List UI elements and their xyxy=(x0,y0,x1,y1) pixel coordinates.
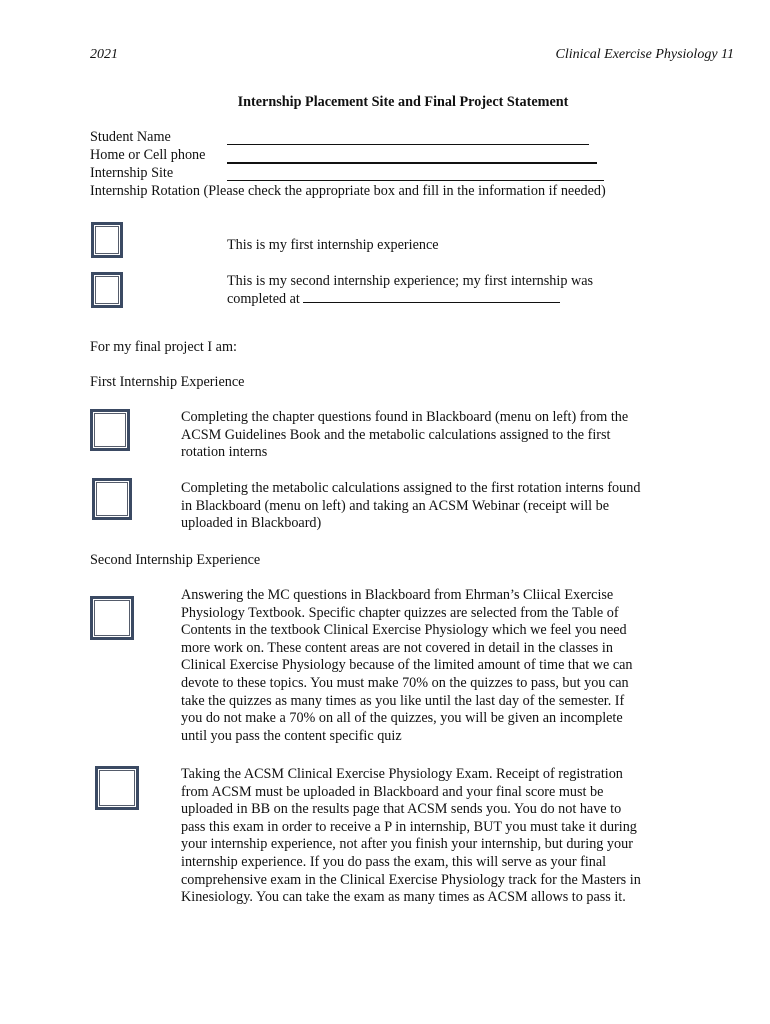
internship-site-label: Internship Site xyxy=(90,165,174,181)
second-internship-option-label: This is my second internship experience; my first internship was xyxy=(227,273,594,289)
completed-at-label: completed at xyxy=(227,291,300,307)
first-project-option2-text: Completing the metabolic calculations assigned to the first rotation interns found in Blackboard (menu on left) and taking an ACSM Webinar (receipt will be uploaded in Blackboard) xyxy=(181,480,641,532)
student-name-field[interactable] xyxy=(227,144,589,145)
header-course-title: Clinical Exercise Physiology 11 xyxy=(555,47,734,62)
first-project-option2-checkbox[interactable] xyxy=(92,478,132,520)
second-internship-checkbox[interactable] xyxy=(91,272,123,308)
header-year: 2021 xyxy=(90,47,118,62)
second-project-option1-text: Answering the MC questions in Blackboard from Ehrman’s Cliical Exercise Physiology Textbook. Specific chapter quizzes are selected from the Table of Contents in the textbook Clinical Exercise Physiology which we feel you need more work on. These content areas are not covered in detail in the classes in Clinical Exercise Physiology because of the limited amount of time that we can devote to these topics. You must make 70% on the quizzes to pass, but you can take the quizzes as many times as you like until the last day of the semester. If you do not make a 70% on all of the quizzes, you will be given an incomplete until you pass the content specific quiz xyxy=(181,587,633,744)
internship-site-field[interactable] xyxy=(227,180,604,181)
first-internship-option-label: This is my first internship experience xyxy=(227,237,439,253)
completed-at-field[interactable] xyxy=(303,290,560,303)
second-project-option2-text: Taking the ACSM Clinical Exercise Physiology Exam. Receipt of registration from ACSM must be uploaded in Blackboard and your final score must be uploaded in BB on the results page that ACSM sends you. You do not have to pass this exam in order to receive a P in internship, BUT you must take it during your internship experience, not after you finish your internship, but during your internship experience. If you do pass the exam, this will serve as your final comprehensive exam in the Clinical Exercise Physiology track for the Masters in Kinesiology. You can take the exam as many times as ACSM allows to pass it. xyxy=(181,766,641,906)
second-project-option1-checkbox[interactable] xyxy=(90,596,134,640)
final-project-intro: For my final project I am: xyxy=(90,339,237,355)
second-project-option2-checkbox[interactable] xyxy=(95,766,139,810)
first-internship-checkbox[interactable] xyxy=(91,222,123,258)
phone-label: Home or Cell phone xyxy=(90,147,206,163)
student-name-label: Student Name xyxy=(90,129,171,145)
completed-at-row xyxy=(227,290,560,309)
phone-field[interactable] xyxy=(227,162,597,164)
second-internship-heading: Second Internship Experience xyxy=(90,552,261,568)
document-title: Internship Placement Site and Final Project Statement xyxy=(237,94,569,110)
first-internship-heading: First Internship Experience xyxy=(90,374,245,390)
first-project-option1-checkbox[interactable] xyxy=(90,409,130,451)
first-project-option1-text: Completing the chapter questions found in Blackboard (menu on left) from the ACSM Guidelines Book and the metabolic calculations assigned to the first rotation interns xyxy=(181,409,629,461)
internship-rotation-label: Internship Rotation (Please check the appropriate box and fill in the information if needed) xyxy=(90,183,606,199)
